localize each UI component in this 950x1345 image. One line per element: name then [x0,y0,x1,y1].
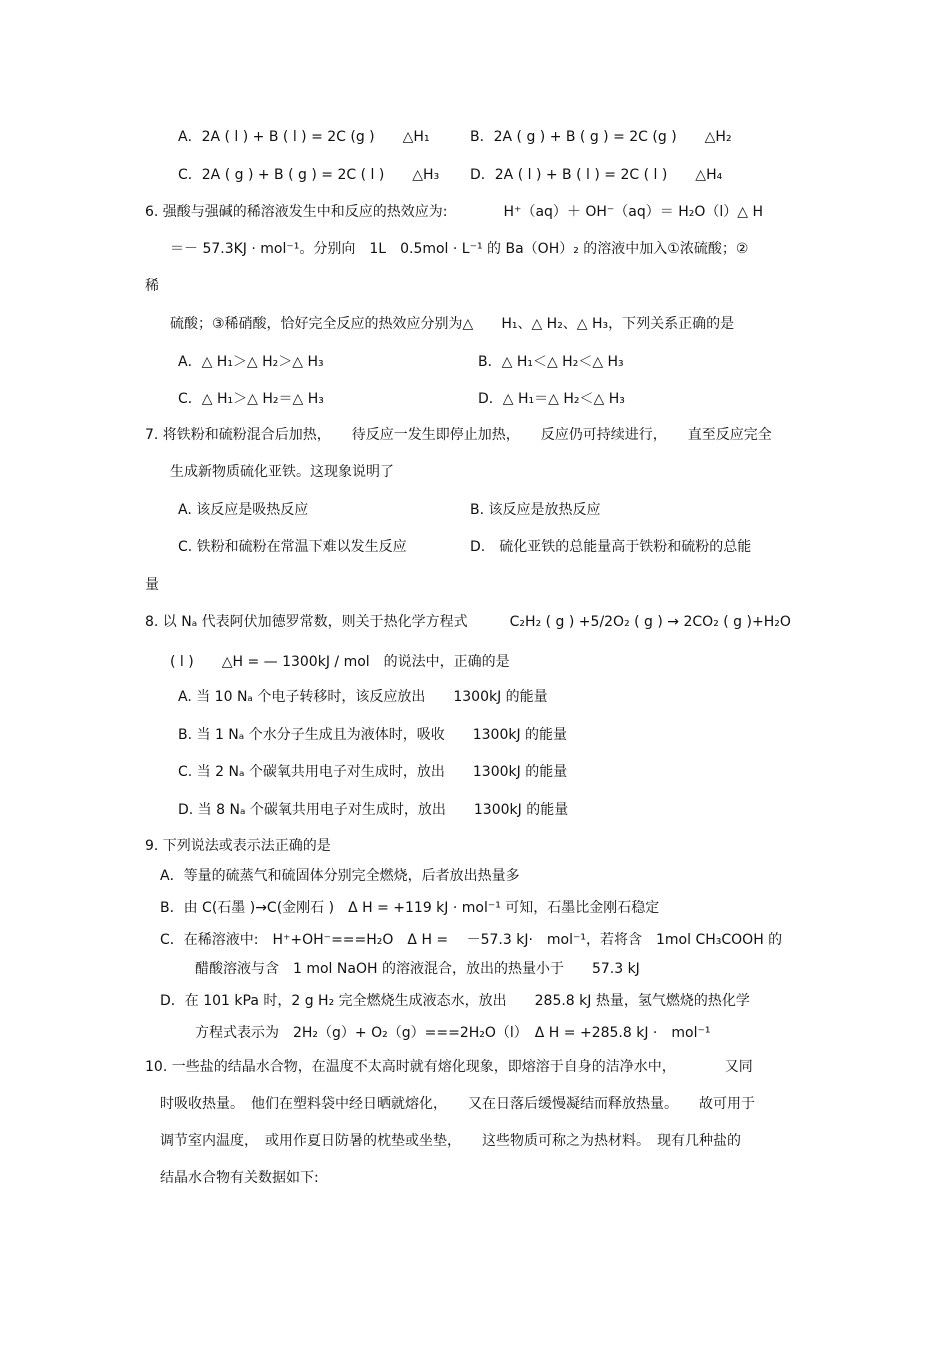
q6-stem-line-1: 6. 强酸与强碱的稀溶液发生中和反应的热效应为: H⁺（aq）＋ OH⁻（aq）＝ H₂O（l）△ H [145,204,764,220]
q5-option-b: B．2A ( g ) + B ( g ) = 2C (g ) △H₂ [470,129,732,145]
q7-stem-line-1: 7. 将铁粉和硫粉混合后加热， 待反应一发生即停止加热， 反应仍可持续进行， 直至反应完全 [145,427,772,443]
q5-option-c: C．2A ( g ) + B ( g ) = 2C ( l ) △H₃ [178,167,440,183]
q10-stem-line-1: 10. 一些盐的结晶水合物，在温度不太高时就有熔化现象，即熔溶于自身的洁净水中， 又同 [145,1059,753,1075]
q10-stem-line-3: 调节室内温度， 或用作夏日防暑的枕垫或坐垫， 这些物质可称之为热材料。 现有几种盐的 [160,1133,741,1149]
q5-option-a: A．2A ( l ) + B ( l ) = 2C (g ) △H₁ [178,129,430,145]
q7-option-b: B. 该反应是放热反应 [470,502,601,518]
q5-option-d: D．2A ( l ) + B ( l ) = 2C ( l ) △H₄ [470,167,723,183]
q8-option-d: D. 当 8 Nₐ 个碳氧共用电子对生成时，放出 1300kJ 的能量 [178,802,569,818]
q6-stem-line-2: ＝－ 57.3KJ · mol⁻¹。分别向 1L 0.5mol · L⁻¹ 的 Ba（OH）₂ 的溶液中加入①浓硫酸；② [170,241,749,257]
q10-stem-line-2: 时吸收热量。 他们在塑料袋中经日晒就熔化， 又在日落后缓慢凝结而释放热量。 故可用于 [160,1096,755,1112]
q9-option-c-line-2: 醋酸溶液与含 1 mol NaOH 的溶液混合，放出的热量小于 57.3 kJ [195,961,640,977]
q7-stem-line-2: 生成新物质硫化亚铁。这现象说明了 [170,464,394,480]
q6-option-b: B．△ H₁＜△ H₂＜△ H₃ [478,354,624,370]
q7-option-d: D. 硫化亚铁的总能量高于铁粉和硫粉的总能 [470,539,752,555]
q6-stem-line-4: 硫酸；③稀硝酸，恰好完全反应的热效应分别为△ H₁、△ H₂、△ H₃，下列关系正确的是 [170,316,735,332]
q8-option-b: B. 当 1 Nₐ 个水分子生成且为液体时，吸收 1300kJ 的能量 [178,727,568,743]
q8-option-a: A. 当 10 Nₐ 个电子转移时，该反应放出 1300kJ 的能量 [178,689,548,705]
q6-option-a: A．△ H₁＞△ H₂＞△ H₃ [178,354,324,370]
q7-option-d-wrap: 量 [145,577,159,593]
q9-option-c-line-1: C．在稀溶液中: H⁺+OH⁻===H₂O Δ H = －57.3 kJ· mol⁻¹，若将含 1mol CH₃COOH 的 [160,932,783,948]
q7-option-c: C. 铁粉和硫粉在常温下难以发生反应 [178,539,407,555]
q8-stem-line-1: 8. 以 Nₐ 代表阿伏加德罗常数，则关于热化学方程式 C₂H₂ ( g ) +5/2O₂ ( g ) → 2CO₂ ( g )+H₂O [145,614,791,630]
q6-stem-line-3: 稀 [145,278,159,294]
q7-option-a: A. 该反应是吸热反应 [178,502,309,518]
q9-option-d-line-1: D．在 101 kPa 时，2 g H₂ 完全燃烧生成液态水，放出 285.8 kJ 热量，氢气燃烧的热化学 [160,993,750,1009]
q9-option-b: B．由 C(石墨 )→C(金刚石 ) Δ H = +119 kJ · mol⁻¹ 可知，石墨比金刚石稳定 [160,900,660,916]
q8-stem-line-2: ( l ) △H = — 1300kJ / mol 的说法中，正确的是 [170,654,510,670]
q8-option-c: C. 当 2 Nₐ 个碳氧共用电子对生成时，放出 1300kJ 的能量 [178,764,568,780]
q9-stem: 9. 下列说法或表示法正确的是 [145,838,331,854]
q9-option-d-line-2: 方程式表示为 2H₂（g）+ O₂（g）===2H₂O（l） Δ H = +285.8 kJ · mol⁻¹ [195,1025,711,1041]
q9-option-a: A．等量的硫蒸气和硫固体分别完全燃烧，后者放出热量多 [160,868,520,884]
q6-option-d: D．△ H₁＝△ H₂＜△ H₃ [478,391,625,407]
q10-stem-line-4: 结晶水合物有关数据如下: [160,1170,319,1186]
q6-option-c: C．△ H₁＞△ H₂＝△ H₃ [178,391,324,407]
